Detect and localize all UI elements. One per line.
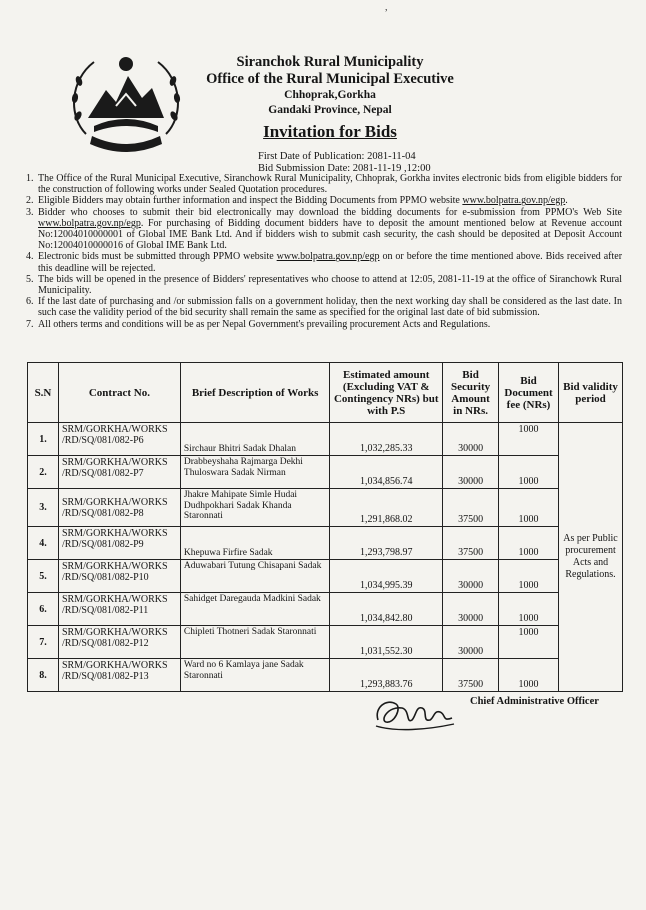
point-text-wrap [38,207,622,252]
point-text-rest: . For purchasing of Bidding document bidders have to deposit the amount mentioned below at Revenue account No:12004010000001 of Global IME Bank Ltd. And if bidders wish to submit cash security, the cash should be deposited at Deposit Account No:12004010000016 of Global IME Bank Ltd. [38,217,622,252]
table-row [28,593,623,626]
notice-point-2 [26,195,622,206]
point-number: 2. [26,195,34,207]
row-sn: 7. [28,626,59,659]
row-security: 37500 [443,489,499,527]
office-name: Office of the Rural Municipal Executive [206,71,454,87]
row-sn: 1. [28,423,59,456]
row-fee: 1000 [499,659,559,692]
point-text: If the last date of purchasing and /or submission falls on a government holiday, then the next working day shall be considered as the last date. In such case the validity period of the bid security shall remain the same as specified for the original last date of bid submission. [38,296,622,319]
table-row [28,489,623,527]
notice-points [26,173,622,330]
row-description: Sirchaur Bhitri Sadak Dhalan [180,423,329,456]
row-contract: SRM/GORKHA/WORKS /RD/SQ/081/082-P13 [58,659,180,692]
row-amount: 1,034,995.39 [330,560,443,593]
point-text: The bids will be opened in the presence of Bidders' representatives who choose to attend at 12:05, 2081-11-19 at the office of Siranchowk Rural Municipality. [38,273,622,297]
notice-point-6 [26,296,622,318]
row-amount: 1,032,285.33 [330,423,443,456]
point-text: Electronic bids must be submitted through PPMO website [38,251,274,263]
table-row [28,659,623,692]
notice-point-4 [26,251,622,273]
column-header-validity: Bid validity period [559,363,623,423]
row-security: 30000 [443,456,499,489]
row-security: 37500 [443,659,499,692]
row-fee: 1000 [499,423,559,456]
row-description: Ward no 6 Kamlaya jane Sadak Staronnati [180,659,329,692]
row-sn: 2. [28,456,59,489]
column-header-contract: Contract No. [58,363,180,423]
row-contract: SRM/GORKHA/WORKS /RD/SQ/081/082-P11 [58,593,180,626]
row-fee: 1000 [499,456,559,489]
row-fee: 1000 [499,527,559,560]
notice-point-3 [26,207,622,252]
table-row [28,527,623,560]
notice-point-5 [26,274,622,296]
point-text-wrap: Eligible Bidders may obtain further information and inspect the Bidding Documents from PPMO website www.bolpatra.gov.np/egp. [38,195,568,207]
row-security: 30000 [443,593,499,626]
table-row [28,423,623,456]
row-fee: 1000 [499,626,559,659]
row-description: Drabbeyshaha Rajmarga Dekhi Thuloswara Sadak Nirman [180,456,329,489]
row-contract: SRM/GORKHA/WORKS /RD/SQ/081/082-P10 [58,560,180,593]
point-number: 7. [26,318,34,330]
row-sn: 4. [28,527,59,560]
column-header-amount: Estimated amount (Excluding VAT & Contingency NRs) but with P.S [330,363,443,423]
ppmo-link[interactable]: www.bolpatra.gov.np/egp [462,195,566,207]
province-name: Gandaki Province, Nepal [268,104,392,116]
row-contract: SRM/GORKHA/WORKS /RD/SQ/081/082-P7 [58,456,180,489]
row-fee: 1000 [499,560,559,593]
row-security: 37500 [443,527,499,560]
row-description: Khepuwa Firfire Sadak [180,527,329,560]
notice-title: Invitation for Bids [263,122,397,141]
row-description: Aduwabari Tutung Chisapani Sadak [180,560,329,593]
validity-period: As per Public procurement Acts and Regulations. [559,423,623,692]
table-row [28,626,623,659]
row-fee: 1000 [499,593,559,626]
notice-point-1 [26,173,622,195]
row-amount: 1,034,842.80 [330,593,443,626]
ppmo-link[interactable]: www.bolpatra.gov.np/egp [38,217,141,229]
row-security: 30000 [443,626,499,659]
point-number: 4. [26,251,34,263]
point-number: 1. [26,173,34,184]
row-contract: SRM/GORKHA/WORKS /RD/SQ/081/082-P9 [58,527,180,560]
row-amount: 1,034,856.74 [330,456,443,489]
corner-mark: , [385,2,388,13]
row-sn: 5. [28,560,59,593]
row-security: 30000 [443,423,499,456]
point-text: Eligible Bidders may obtain further information and inspect the Bidding Documents from PPMO website [38,195,460,207]
point-number: 5. [26,273,34,285]
table-row [28,456,623,489]
point-text: The Office of the Rural Municipal Executive, Siranchowk Rural Municipality, Chhoprak, Gorkha invites electronic bids from eligible bidders for the construction of following works under Sealed Quotation procedures. [38,173,622,196]
point-text-rest: on or before the time mentioned above. Bids received after this deadline will be rejected. [38,251,623,274]
point-number: 3. [26,206,34,218]
column-header-security: Bid Security Amount in NRs. [443,363,499,423]
row-amount: 1,291,868.02 [330,489,443,527]
column-header-description: Brief Description of Works [180,363,329,423]
municipality-emblem-icon [66,46,186,158]
submission-date: Bid Submission Date: 2081-11-19 ,12:00 [258,163,431,174]
row-sn: 6. [28,593,59,626]
row-sn: 3. [28,489,59,527]
row-sn: 8. [28,659,59,692]
publication-date: First Date of Publication: 2081-11-04 [258,151,416,162]
signatory-designation: Chief Administrative Officer [470,696,599,707]
column-header-fee: Bid Document fee (NRs) [499,363,559,423]
row-amount: 1,293,798.97 [330,527,443,560]
table-header-row [28,363,623,423]
row-amount: 1,293,883.76 [330,659,443,692]
point-number: 6. [26,296,34,308]
point-text-wrap [38,251,622,273]
row-contract: SRM/GORKHA/WORKS /RD/SQ/081/082-P6 [58,423,180,456]
office-location: Chhoprak,Gorkha [284,89,376,101]
row-security: 30000 [443,560,499,593]
row-amount: 1,031,552.30 [330,626,443,659]
column-header-sn: S.N [28,363,59,423]
works-table [27,362,623,692]
notice-point-7 [26,319,622,330]
row-description: Sahidget Daregauda Madkini Sadak [180,593,329,626]
signature-mark [372,690,458,734]
row-contract: SRM/GORKHA/WORKS /RD/SQ/081/082-P12 [58,626,180,659]
municipality-name: Siranchok Rural Municipality [236,54,424,70]
ppmo-link[interactable]: www.bolpatra.gov.np/egp [276,251,380,263]
row-fee: 1000 [499,489,559,527]
row-contract: SRM/GORKHA/WORKS /RD/SQ/081/082-P8 [58,489,180,527]
row-description: Jhakre Mahipate Simle Hudai Dudhpokhari Sadak Khanda Staronnati [180,489,329,527]
row-description: Chipleti Thotneri Sadak Staronnati [180,626,329,659]
point-text: Bidder who chooses to submit their bid electronically may download the bidding documents for e-submission from PPMO's Web Site [38,206,622,218]
point-text: All others terms and conditions will be as per Nepal Government's prevailing procurement Acts and Regulations. [38,318,491,330]
table-row [28,560,623,593]
